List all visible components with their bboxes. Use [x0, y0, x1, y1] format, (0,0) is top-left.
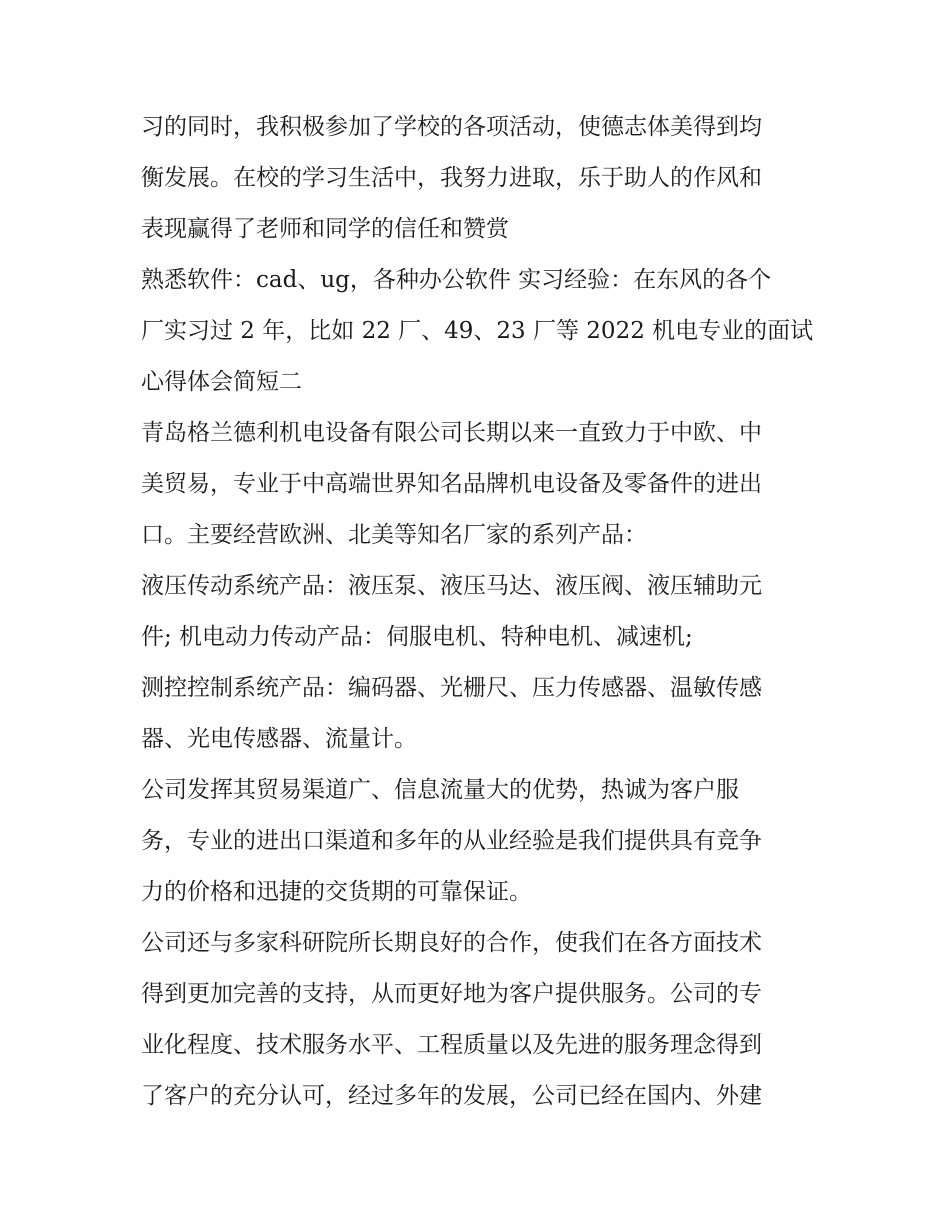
paragraph-school-activities	[141, 102, 813, 255]
text-line: 公司发挥其贸易渠道广、信息流量大的优势，热诚为客户服	[141, 777, 739, 803]
text-line: 业化程度、技术服务水平、工程质量以及先进的服务理念得到	[141, 1032, 762, 1058]
paragraph-skills-experience	[141, 255, 813, 408]
text-line: 青岛格兰德利机电设备有限公司长期以来一直致力于中欧、中	[141, 420, 762, 446]
paragraph-research-cooperation	[141, 918, 813, 1122]
text-line: 表现赢得了老师和同学的信任和赞赏	[141, 216, 509, 242]
text-line: 力的价格和迅捷的交货期的可靠保证。	[141, 879, 532, 905]
text-line: 公司还与多家科研院所长期良好的合作，使我们在各方面技术	[141, 930, 762, 956]
paragraph-hydraulic-products	[141, 561, 813, 663]
text-line: 口。主要经营欧洲、北美等知名厂家的系列产品：	[141, 522, 647, 548]
text-line: 了客户的充分认可，经过多年的发展，公司已经在国内、外建	[141, 1083, 762, 1109]
text-line: 熟悉软件：cad、ug，各种办公软件 实习经验：在东风的各个	[141, 267, 772, 293]
text-line: 得到更加完善的支持，从而更好地为客户提供服务。公司的专	[141, 981, 762, 1007]
text-line: 器、光电传感器、流量计。	[141, 726, 417, 752]
text-line: 心得体会简短二	[141, 369, 302, 395]
text-line: 习的同时，我积极参加了学校的各项活动，使德志体美得到均	[141, 114, 762, 140]
text-line: 液压传动系统产品：液压泵、液压马达、液压阀、液压辅助元	[141, 573, 762, 599]
paragraph-trade-advantages	[141, 765, 813, 918]
paragraph-measurement-products	[141, 663, 813, 765]
text-line: 衡发展。在校的学习生活中，我努力进取，乐于助人的作风和	[141, 165, 762, 191]
paragraph-company-intro	[141, 408, 813, 561]
text-line: 测控控制系统产品：编码器、光栅尺、压力传感器、温敏传感	[141, 675, 762, 701]
text-line: 美贸易，专业于中高端世界知名品牌机电设备及零备件的进出	[141, 471, 762, 497]
text-line: 厂实习过 2 年，比如 22 厂、49、23 厂等 2022 机电专业的面试	[141, 318, 814, 344]
text-line: 务，专业的进出口渠道和多年的从业经验是我们提供具有竞争	[141, 828, 762, 854]
document-body	[141, 102, 813, 1122]
text-line: 件; 机电动力传动产品：伺服电机、特种电机、减速机;	[141, 624, 693, 650]
